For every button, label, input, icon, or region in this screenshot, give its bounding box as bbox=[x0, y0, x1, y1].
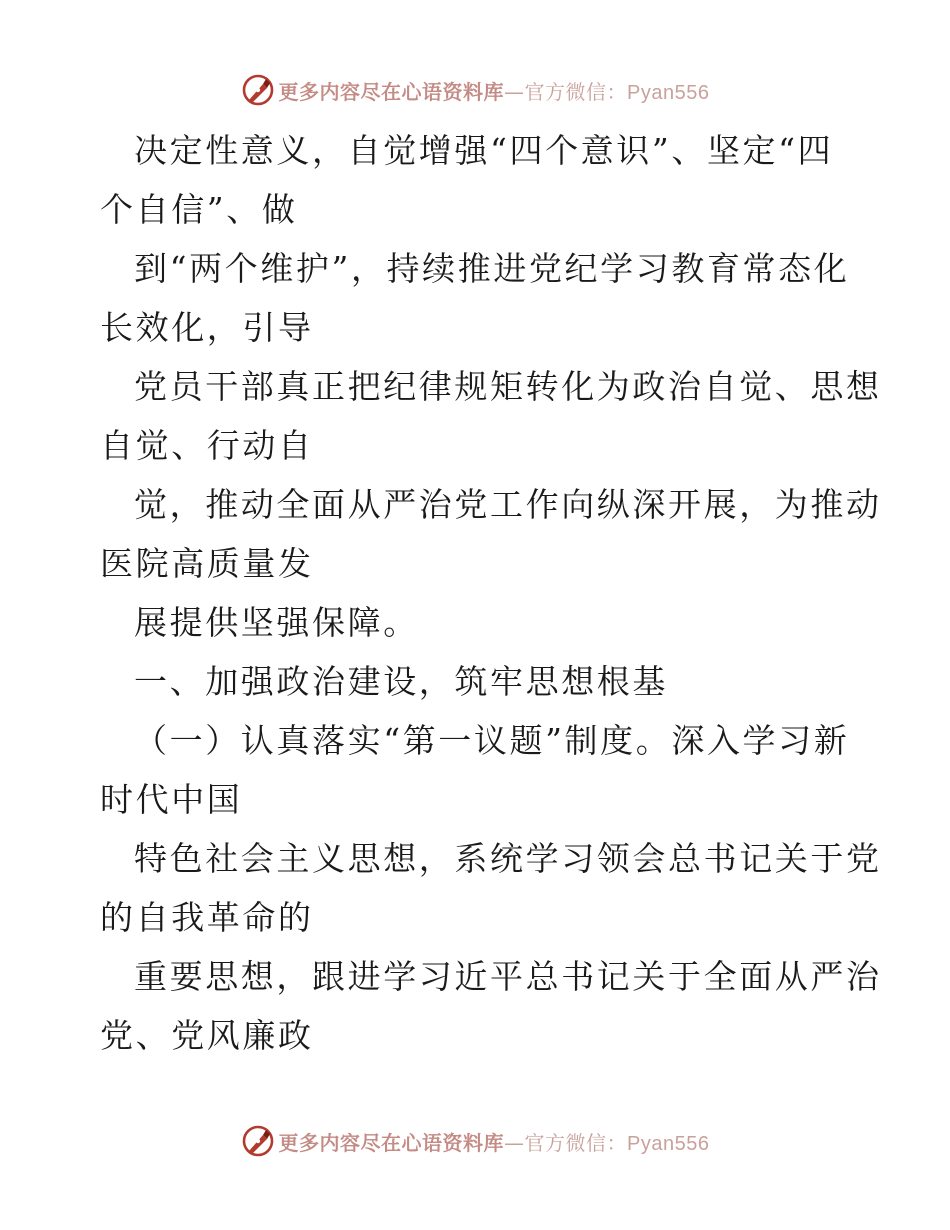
watermark-wechat-id: Pyan556 bbox=[627, 81, 710, 104]
watermark-wechat-label: 官方微信： bbox=[524, 79, 628, 104]
watermark-slogan: 更多内容尽在心语资料库 bbox=[278, 79, 505, 104]
watermark-dash: — bbox=[504, 1130, 525, 1155]
text-line: 党、党风廉政 bbox=[100, 1016, 314, 1055]
watermark-wechat-label: 官方微信： bbox=[524, 1130, 628, 1155]
pen-logo-icon bbox=[241, 73, 275, 107]
watermark-wechat-id: Pyan556 bbox=[627, 1132, 710, 1155]
text-line: 决定性意义，自觉增强“四个意识”、坚定“四 bbox=[134, 131, 834, 170]
watermark-slogan: 更多内容尽在心语资料库 bbox=[278, 1130, 505, 1155]
footer-watermark bbox=[0, 1121, 950, 1161]
header-watermark bbox=[0, 70, 950, 110]
subsection-heading: （一）认真落实“第一议题”制度。深入学习新 bbox=[134, 721, 850, 760]
text-line: 医院高质量发 bbox=[100, 544, 314, 583]
text-line: 个自信”、做 bbox=[100, 190, 298, 229]
watermark-dash: — bbox=[504, 79, 525, 104]
text-line: 的自我革命的 bbox=[100, 898, 314, 937]
text-line: 党员干部真正把纪律规矩转化为政治自觉、思想 bbox=[134, 367, 882, 406]
text-line: 自觉、行动自 bbox=[100, 426, 314, 465]
text-line: 重要思想，跟进学习近平总书记关于全面从严治 bbox=[134, 957, 882, 996]
section-heading: 一、加强政治建设，筑牢思想根基 bbox=[134, 662, 668, 701]
pen-logo-icon bbox=[241, 1124, 275, 1158]
text-line: 到“两个维护”，持续推进党纪学习教育常态化 bbox=[134, 249, 850, 288]
text-line: 特色社会主义思想，系统学习领会总书记关于党 bbox=[134, 839, 882, 878]
text-line: 展提供坚强保障。 bbox=[134, 603, 419, 642]
text-line: 时代中国 bbox=[100, 780, 243, 819]
document-body bbox=[100, 121, 882, 1065]
text-line: 长效化，引导 bbox=[100, 308, 314, 347]
text-line: 觉，推动全面从严治党工作向纵深开展，为推动 bbox=[134, 485, 882, 524]
